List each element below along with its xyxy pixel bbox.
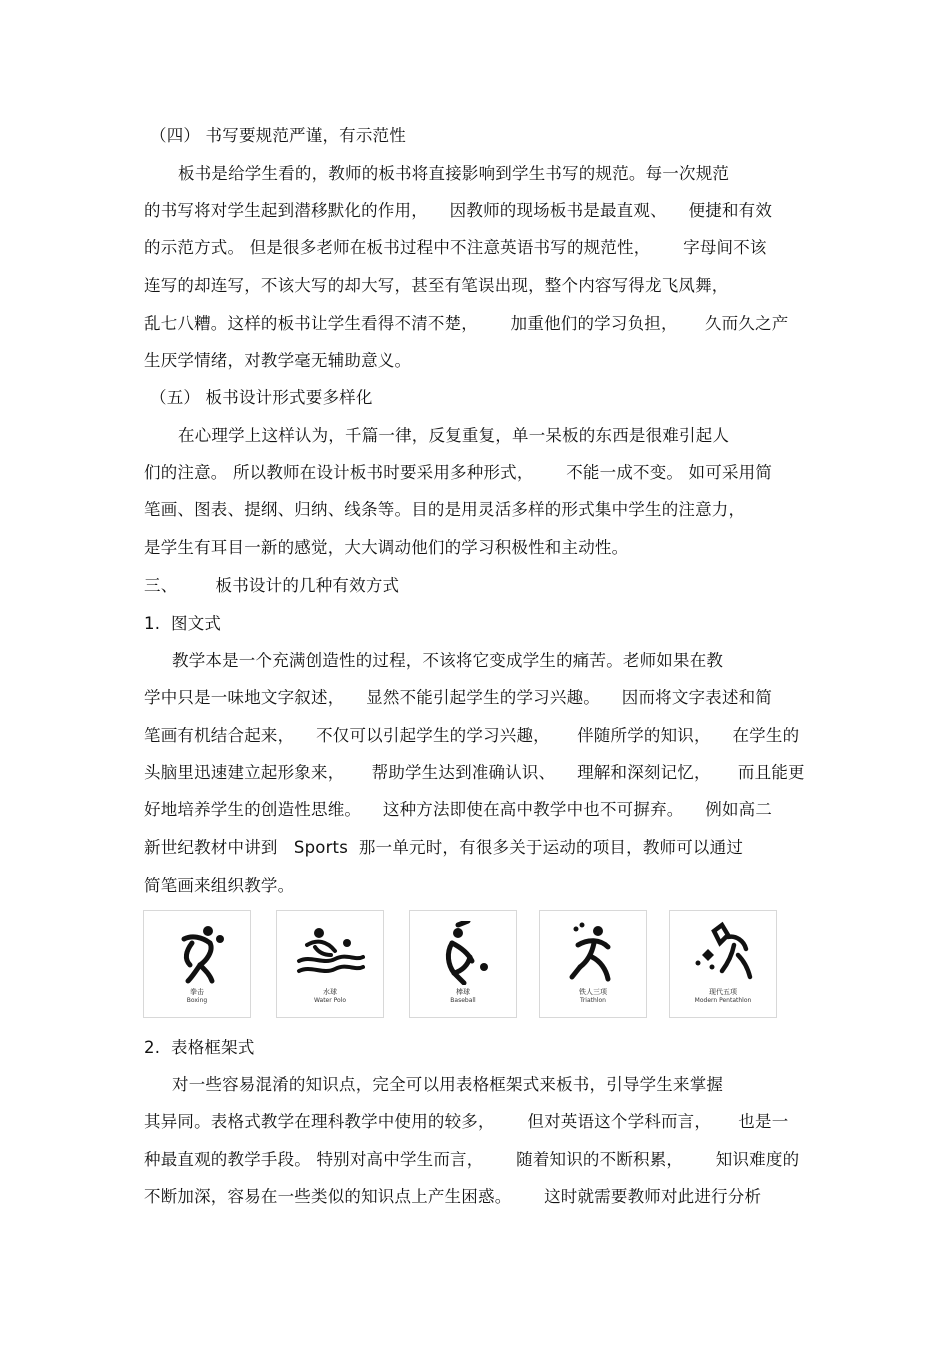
modern-pentathlon-icon — [688, 921, 758, 985]
pictogram-en-label: Water Polo — [313, 997, 347, 1004]
paragraph-line: 的书写将对学生起到潜移默化的作用， 因教师的现场板书是最直观、 便捷和有效 — [144, 201, 773, 220]
paragraph-line: 新世纪教材中讲到 Sports 那一单元时，有很多关于运动的项目，教师可以通过 — [144, 838, 744, 857]
section-heading-3: 三、 板书设计的几种有效方式 — [144, 576, 400, 595]
paragraph-line: 们的注意。 所以教师在设计板书时要采用多种形式， 不能一成不变。 如可采用简 — [144, 463, 773, 482]
section-heading-5: （五） 板书设计形式要多样化 — [150, 388, 373, 407]
boxing-icon — [162, 921, 232, 985]
pictogram-en-label: Baseball — [450, 997, 476, 1004]
paragraph-line: 种最直观的教学手段。 特别对高中学生而言， 随着知识的不断积累， 知识难度的 — [144, 1150, 800, 1169]
section-heading-4: （四） 书写要规范严谨，有示范性 — [150, 126, 406, 145]
pictogram-card-boxing — [143, 910, 251, 1018]
sports-pictogram-strip — [143, 910, 775, 1020]
pictogram-card-baseball — [409, 910, 517, 1018]
pictogram-cn-label: 水球 — [323, 988, 337, 996]
paragraph-line: 对一些容易混淆的知识点，完全可以用表格框架式来板书，引导学生来掌握 — [172, 1075, 724, 1094]
pictogram-cn-label: 现代五项 — [709, 988, 737, 996]
pictogram-cn-label: 棒球 — [456, 988, 470, 996]
paragraph-line: 好地培养学生的创造性思维。 这种方法即使在高中教学中也不可摒弃。 例如高二 — [144, 800, 773, 819]
paragraph-line: 是学生有耳目一新的感觉，大大调动他们的学习积极性和主动性。 — [144, 538, 629, 557]
paragraph-line: 板书是给学生看的，教师的板书将直接影响到学生书写的规范。每一次规范 — [178, 164, 730, 183]
subsection-heading-2: 2. 表格框架式 — [144, 1038, 255, 1057]
paragraph-line: 连写的却连写，不该大写的却大写，甚至有笔误出现，整个内容写得龙飞凤舞， — [144, 276, 729, 295]
paragraph-line: 笔画有机结合起来， 不仅可以引起学生的学习兴趣， 伴随所学的知识， 在学生的 — [144, 726, 800, 745]
paragraph-line: 其异同。表格式教学在理科教学中使用的较多， 但对英语这个学科而言， 也是一 — [144, 1112, 789, 1131]
pictogram-card-modern-pentathlon — [669, 910, 777, 1018]
paragraph-line: 笔画、图表、提纲、归纳、线条等。目的是用灵活多样的形式集中学生的注意力， — [144, 500, 746, 519]
paragraph-line: 学中只是一味地文字叙述， 显然不能引起学生的学习兴趣。 因而将文字表述和简 — [144, 688, 773, 707]
pictogram-en-label: Triathlon — [580, 997, 606, 1004]
pictogram-card-triathlon — [539, 910, 647, 1018]
triathlon-icon — [558, 921, 628, 985]
paragraph-line: 在心理学上这样认为，千篇一律，反复重复，单一呆板的东西是很难引起人 — [178, 426, 730, 445]
pictogram-en-label: Modern Pentathlon — [694, 997, 752, 1004]
baseball-icon — [428, 921, 498, 985]
subsection-heading-1: 1. 图文式 — [144, 614, 222, 633]
paragraph-line: 简笔画来组织教学。 — [144, 876, 295, 895]
paragraph-line: 乱七八糟。这样的板书让学生看得不清不楚， 加重他们的学习负担， 久而久之产 — [144, 314, 789, 333]
pictogram-en-label: Boxing — [186, 997, 208, 1004]
paragraph-line: 头脑里迅速建立起形象来， 帮助学生达到准确认识、 理解和深刻记忆， 而且能更 — [144, 763, 805, 782]
paragraph-line: 不断加深，容易在一些类似的知识点上产生困惑。 这时就需要教师对此进行分析 — [144, 1187, 762, 1206]
paragraph-line: 生厌学情绪，对教学毫无辅助意义。 — [144, 351, 412, 370]
pictogram-cn-label: 拳击 — [190, 988, 204, 996]
paragraph-line: 的示范方式。 但是很多老师在板书过程中不注意英语书写的规范性， 字母间不该 — [144, 238, 767, 257]
pictogram-cn-label: 铁人三项 — [579, 988, 607, 996]
water-polo-icon — [295, 921, 365, 985]
pictogram-card-water-polo — [276, 910, 384, 1018]
paragraph-line: 教学本是一个充满创造性的过程，不该将它变成学生的痛苦。老师如果在教 — [172, 651, 724, 670]
